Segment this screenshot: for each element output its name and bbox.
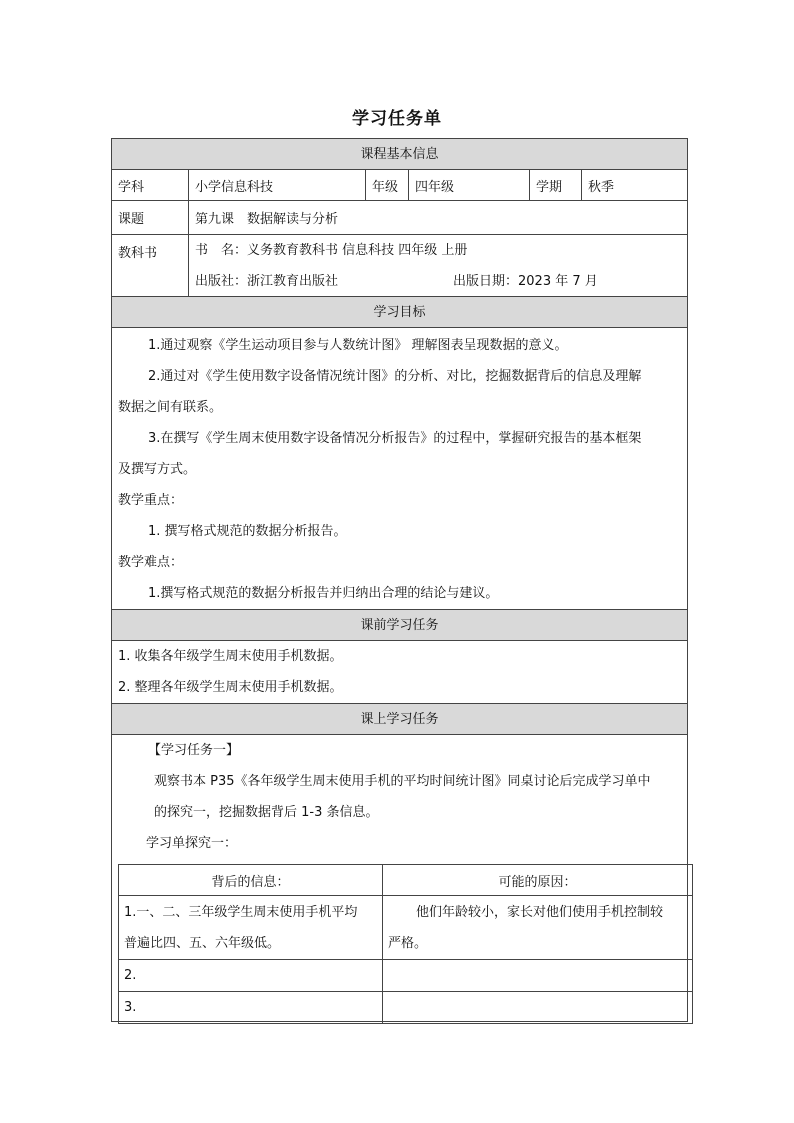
page-title: 学习任务单 xyxy=(352,109,442,129)
info-row-textbook xyxy=(112,235,687,297)
grade-value: 四年级 xyxy=(409,170,530,200)
lesson-value: 第九课 数据解读与分析 xyxy=(195,212,339,227)
explore-table xyxy=(118,864,693,1024)
goal-1: 1.通过观察《学生运动项目参与人数统计图》 理解图表呈现数据的意义。 xyxy=(148,338,568,353)
pre-task-1: 1. 收集各年级学生周末使用手机数据。 xyxy=(118,649,343,664)
explore-label: 学习单探究一： xyxy=(146,836,238,851)
table-row xyxy=(119,992,693,1024)
section-inclass-tasks: 课上学习任务 xyxy=(112,704,687,735)
lesson-label: 课题 xyxy=(112,201,189,234)
publish-date: 出版日期：2023 年 7 月 xyxy=(453,273,598,289)
textbook-label: 教科书 xyxy=(112,235,189,296)
goal-3-cont: 及撰写方式。 xyxy=(118,462,197,477)
row2-info: 2. xyxy=(119,960,383,992)
row3-reason xyxy=(383,992,693,1024)
subject-label: 学科 xyxy=(112,170,189,200)
pre-task-2: 2. 整理各年级学生周末使用手机数据。 xyxy=(118,680,343,695)
row1-reason-line2: 严格。 xyxy=(388,935,428,951)
key-point-label: 教学重点： xyxy=(118,493,184,508)
row1-info-line1: 1.一、二、三年级学生周末使用手机平均 xyxy=(124,904,358,920)
grade-label: 年级 xyxy=(366,170,409,200)
row3-info: 3. xyxy=(119,992,383,1024)
publisher: 出版社：浙江教育出版社 xyxy=(195,273,339,289)
info-row-subject xyxy=(112,170,687,201)
row2-reason xyxy=(383,960,693,992)
section-goals: 学习目标 xyxy=(112,297,687,328)
section-pre-tasks: 课前学习任务 xyxy=(112,610,687,641)
task-one-desc-cont: 的探究一，挖掘数据背后 1-3 条信息。 xyxy=(154,805,379,820)
row1-info-line2: 普遍比四、五、六年级低。 xyxy=(124,935,281,951)
term-label: 学期 xyxy=(530,170,582,200)
subject-value: 小学信息科技 xyxy=(189,170,366,200)
info-row-lesson xyxy=(112,201,687,235)
difficulty-1: 1.撰写格式规范的数据分析报告并归纳出合理的结论与建议。 xyxy=(148,586,499,601)
book-name: 书 名：义务教育教科书 信息科技 四年级 上册 xyxy=(195,242,468,258)
header-info: 背后的信息： xyxy=(119,865,383,896)
section-basic-info: 课程基本信息 xyxy=(112,139,687,170)
header-reason: 可能的原因： xyxy=(383,865,693,896)
difficulty-label: 教学难点： xyxy=(118,555,184,570)
goals-content xyxy=(112,328,687,610)
row1-reason xyxy=(383,896,693,960)
key-point-1: 1. 撰写格式规范的数据分析报告。 xyxy=(148,524,347,539)
goal-2-cont: 数据之间有联系。 xyxy=(118,400,223,415)
pre-tasks-content xyxy=(112,641,687,704)
textbook-detail xyxy=(189,235,687,296)
goal-2: 2.通过对《学生使用数字设备情况统计图》的分析、对比，挖掘数据背后的信息及理解 xyxy=(148,369,642,384)
row1-info xyxy=(119,896,383,960)
term-value: 秋季 xyxy=(588,179,615,195)
task-one-desc: 观察书本 P35《各年级学生周末使用手机的平均时间统计图》同桌讨论后完成学习单中 xyxy=(154,774,651,789)
table-row xyxy=(119,960,693,992)
row1-reason-line1: 他们年龄较小，家长对他们使用手机控制较 xyxy=(416,904,664,920)
task-one-title: 【学习任务一】 xyxy=(148,743,240,758)
table-row xyxy=(119,896,693,960)
goal-3: 3.在撰写《学生周末使用数字设备情况分析报告》的过程中，掌握研究报告的基本框架 xyxy=(148,431,642,446)
explore-table-header xyxy=(119,865,693,896)
